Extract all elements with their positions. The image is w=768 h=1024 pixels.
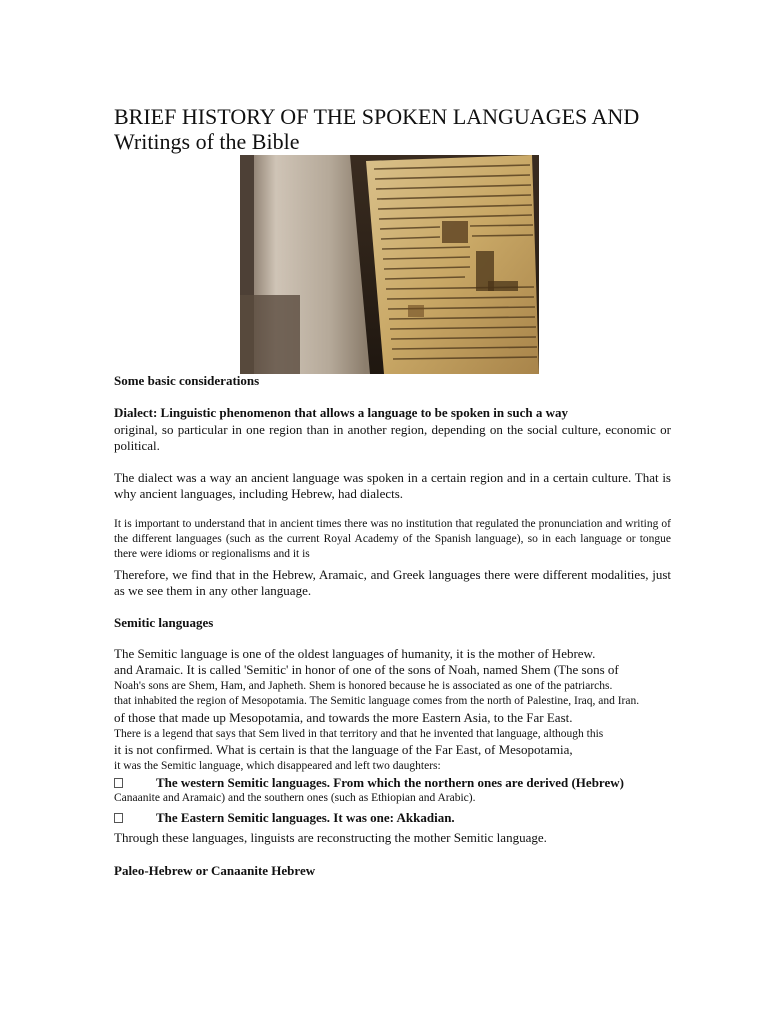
semitic-line: of those that made up Mesopotamia, and towards the more Eastern Asia, to the Far East.	[114, 710, 573, 725]
bullet-box-icon	[114, 778, 123, 788]
heading-basic-considerations: Some basic considerations	[114, 373, 260, 388]
semitic-line: it is not confirmed. What is certain is that the language of the Far East, of Mesopotamia,	[114, 742, 573, 757]
bullet-western-continuation: Canaanite and Aramaic) and the southern ones (such as Ethiopian and Arabic).	[114, 792, 476, 804]
semitic-line: and Aramaic. It is called 'Semitic' in honor of one of the sons of Noah, named Shem (The sons of	[114, 662, 619, 677]
heading-paleo-hebrew: Paleo-Hebrew or Canaanite Hebrew	[114, 863, 316, 878]
dialect-continuation: original, so particular in one region than in another region, depending on the social culture, economic or political.	[114, 422, 671, 453]
scroll-image	[240, 155, 539, 374]
paragraph-dialect: The dialect was a way an ancient language was spoken in a certain region and in a certain culture. That is why ancient languages, including Hebrew, had dialects.	[114, 470, 671, 501]
bullet-eastern-semitic	[114, 810, 684, 826]
bullet-eastern-text: The Eastern Semitic languages. It was one: Akkadian.	[156, 810, 455, 825]
semitic-line: The Semitic language is one of the oldest languages of humanity, it is the mother of Hebrew.	[114, 646, 596, 661]
semitic-line: There is a legend that says that Sem lived in that territory and that he invented that language, although this	[114, 728, 604, 740]
heading-semitic-languages: Semitic languages	[114, 615, 214, 630]
bullet-western-text: The western Semitic languages. From which the northern ones are derived (Hebrew)	[156, 775, 624, 790]
page-title: BRIEF HISTORY OF THE SPOKEN LANGUAGES AND Writings of the Bible	[114, 104, 640, 154]
semitic-line: it was the Semitic language, which disappeared and left two daughters:	[114, 760, 441, 772]
bullet-western-semitic	[114, 775, 684, 791]
scroll-photo	[240, 155, 539, 374]
bullet-box-icon	[114, 813, 123, 823]
paragraph-linguists: Through these languages, linguists are reconstructing the mother Semitic language.	[114, 830, 547, 845]
dialect-definition: Dialect: Linguistic phenomenon that allows a language to be spoken in such a way	[114, 405, 568, 420]
paragraph-important: It is important to understand that in ancient times there was no institution that regulated the pronunciation and writing of the different languages (such as the current Royal Academy of the Spanish language), so in each language or tongue there were idioms or regionalisms and it is	[114, 518, 671, 560]
semitic-line: that inhabited the region of Mesopotamia. The Semitic language comes from the north of Palestine, Iraq, and Iran.	[114, 695, 640, 707]
semitic-line: Noah's sons are Shem, Ham, and Japheth. Shem is honored because he is associated as one of the patriarchs.	[114, 680, 613, 692]
paragraph-therefore: Therefore, we find that in the Hebrew, Aramaic, and Greek languages there were different modalities, just as we see them in any other language.	[114, 567, 671, 598]
